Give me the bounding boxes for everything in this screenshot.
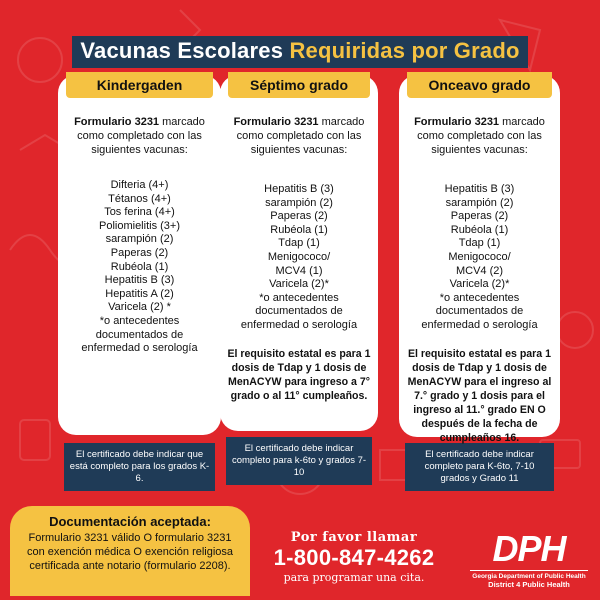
vaccine-item: sarampión (2)	[265, 196, 333, 209]
logo-district: District 4 Public Health	[488, 580, 570, 589]
vaccine-item: Varicela (2)*	[269, 278, 329, 291]
call-prompt: Por favor llamar	[290, 530, 418, 545]
column-kindergarten	[58, 75, 221, 491]
vaccine-item: Rubéola (1)	[270, 223, 328, 236]
vaccine-list-eleventh-grade	[405, 183, 554, 333]
vaccine-item: Varicela (2) *	[108, 301, 171, 314]
certificate-note-seventh-grade: El certificado debe indicar completo para k-6to y grados 7-10	[226, 437, 372, 485]
state-requirement-seventh-grade: El requisito estatal es para 1 dosis de Tdap y 1 dosis de MenACYW para ingreso a 7° grado o al 11° cumpleaños.	[227, 347, 371, 402]
vaccine-item: Varicela (2)*	[449, 278, 510, 291]
vaccine-item: Menigococo/	[267, 250, 331, 263]
vaccine-item: Hepatitis B (3)	[264, 183, 334, 195]
vaccine-item: Hepatitis B (3)	[444, 183, 515, 195]
card-seventh-grade	[220, 75, 378, 431]
title-part-1: Vacunas Escolares	[80, 38, 284, 63]
column-header-kindergarten: Kindergaden	[66, 72, 213, 98]
call-purpose: para programar una cita.	[283, 571, 425, 584]
logo-mark: DPH	[492, 528, 566, 569]
call-to-action	[262, 530, 446, 584]
vaccine-item: Tdap (1)	[278, 237, 320, 250]
column-eleventh-grade	[399, 75, 560, 491]
vaccine-item: Rubéola (1)	[450, 223, 509, 236]
vaccine-item: sarampión (2)	[105, 233, 174, 246]
card-eleventh-grade	[399, 75, 560, 444]
vaccine-footnote: enfermedad o serología	[421, 318, 538, 331]
form-description: marcado como completado con las siguientes vacunas:	[236, 116, 365, 156]
documentation-body: Formulario 3231 válido O formulario 3231 con exención médica O exención religiosa certificada ante notario (formulario 2208).	[26, 532, 234, 572]
vaccine-list-seventh-grade	[226, 183, 372, 333]
form-label: Formulario 3231	[74, 116, 160, 128]
dph-logo	[470, 530, 588, 589]
form-description: marcado como completado con las siguientes vacunas:	[77, 116, 205, 156]
vaccine-item: sarampión (2)	[445, 196, 514, 209]
vaccine-footnote: *o antecedentes	[439, 291, 520, 304]
vaccine-footnote: enfermedad o serología	[81, 342, 198, 355]
vaccine-item: Hepatitis B (3)	[104, 274, 175, 287]
documentation-title: Documentación aceptada:	[49, 514, 211, 529]
vaccine-footnote: documentados de	[255, 305, 343, 318]
vaccine-item: Paperas (2)	[110, 246, 169, 259]
vaccine-item: Tétanos (4+)	[108, 192, 171, 205]
phone-number[interactable]: 1-800-847-4262	[273, 545, 435, 570]
vaccine-item: Hepatitis A (2)	[105, 287, 174, 300]
form-label: Formulario 3231	[233, 116, 319, 128]
certificate-note-eleventh-grade: El certificado debe indicar completo para K-6to, 7-10 grados y Grado 11	[405, 443, 554, 491]
vaccine-item: Tdap (1)	[458, 237, 501, 250]
certificate-note-kindergarten: El certificado debe indicar que está completo para los grados K-6.	[64, 443, 215, 491]
state-requirement-eleventh-grade: El requisito estatal es para 1 dosis de Tdap y 1 dosis de MenACYW para el ingreso al 7.° grado y 1 dosis para el ingreso al 11.° grado EN O después de la fecha de cumpleaños 16.	[407, 347, 552, 444]
title-part-2: Requiridas por Grado	[289, 38, 520, 63]
vaccine-list-kindergarten	[64, 179, 215, 356]
card-kindergarten	[58, 75, 221, 435]
vaccine-item: MCV4 (2)	[455, 264, 504, 277]
column-header-seventh-grade: Séptimo grado	[228, 72, 370, 98]
vaccine-item: MCV4 (1)	[275, 264, 323, 277]
vaccine-item: Rubéola (1)	[110, 260, 169, 273]
vaccine-item: Difteria (4+)	[110, 179, 169, 191]
column-header-eleventh-grade: Onceavo grado	[407, 72, 552, 98]
vaccine-footnote: enfermedad o serología	[240, 318, 358, 331]
vaccine-footnote: documentados de	[435, 305, 524, 318]
form-label: Formulario 3231	[414, 116, 500, 128]
logo-org-name: Georgia Department of Public Health	[470, 570, 588, 580]
column-seventh-grade	[220, 75, 378, 485]
vaccine-item: Poliomielitis (3+)	[99, 219, 180, 232]
vaccine-item: Menigococo/	[448, 250, 511, 263]
vaccine-item: Tos ferina (4+)	[104, 206, 175, 219]
vaccine-footnote: documentados de	[95, 328, 184, 341]
vaccine-item: Paperas (2)	[450, 210, 509, 223]
vaccine-footnote: *o antecedentes	[259, 291, 339, 304]
page-title	[0, 36, 600, 68]
vaccine-item: Paperas (2)	[270, 210, 328, 223]
accepted-documentation-box	[10, 506, 250, 596]
form-description: marcado como completado con las siguientes vacunas:	[417, 116, 545, 156]
vaccine-footnote: *o antecedentes	[99, 314, 180, 327]
